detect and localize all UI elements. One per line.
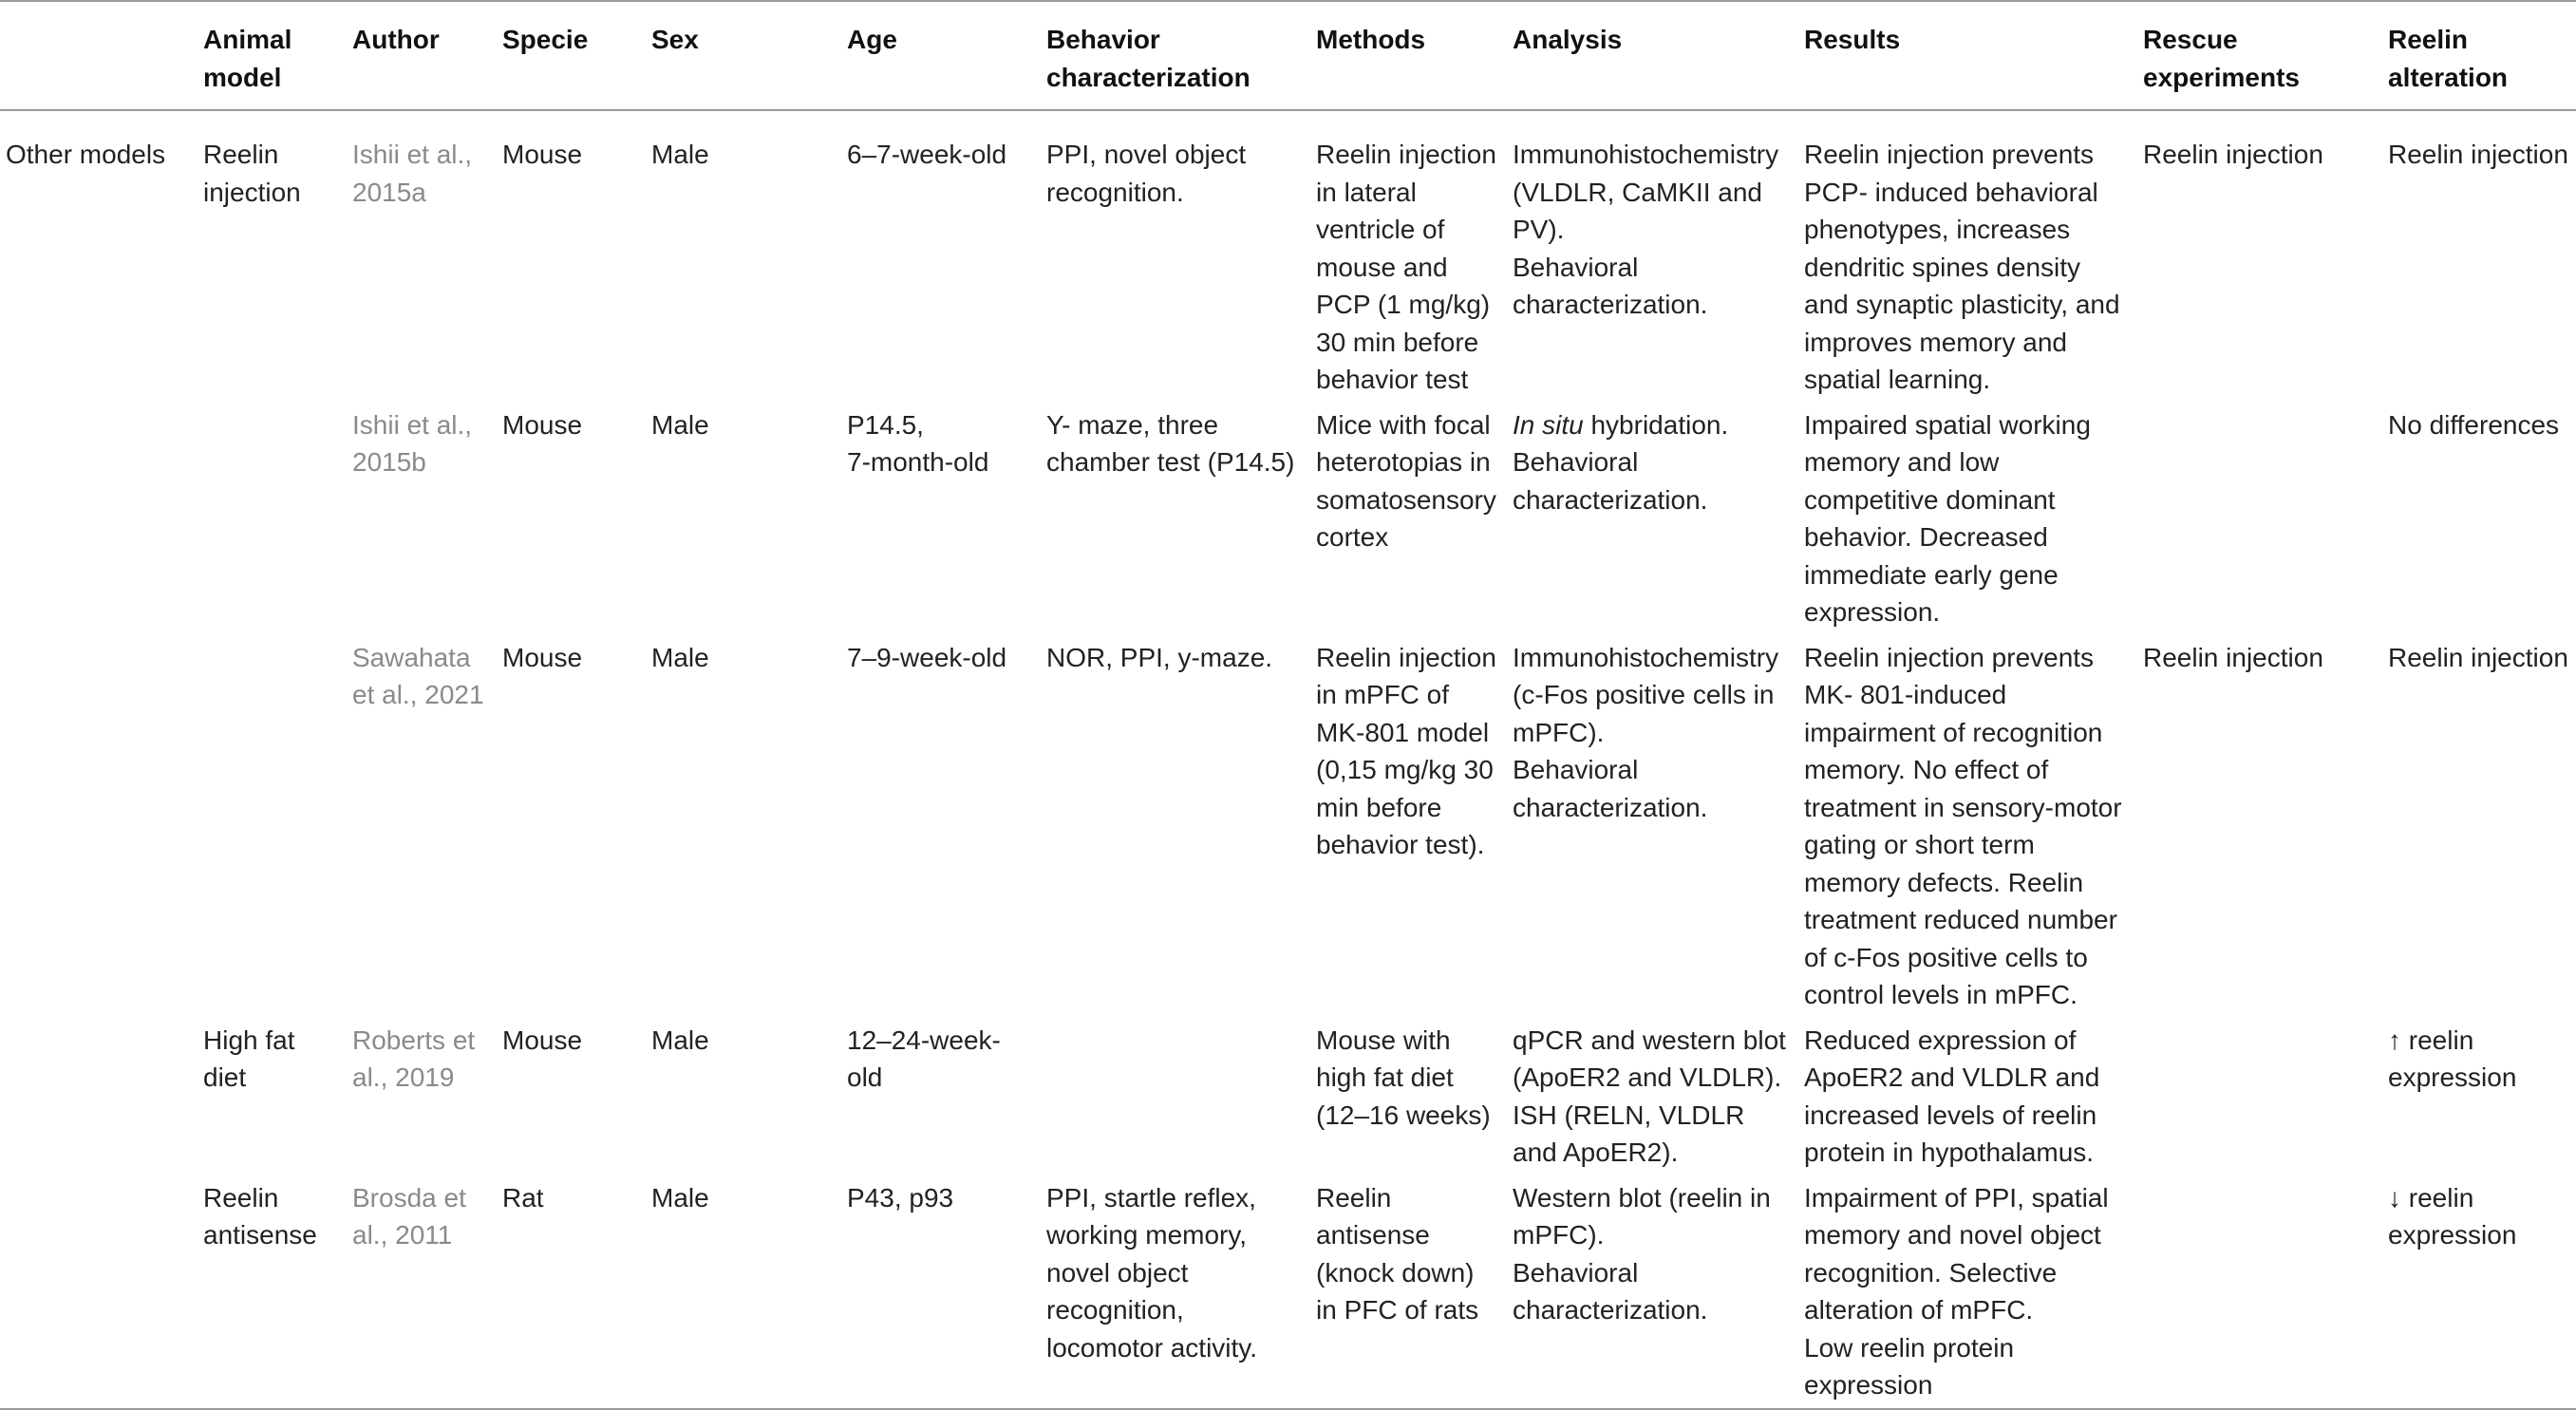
analysis-line: ISH (RELN, VLDLR and ApoER2). [1513,1100,1745,1167]
cell-analysis [1507,399,1798,631]
cell-specie: Rat [497,1172,646,1409]
cell-author: Roberts et al., 2019 [352,1025,476,1092]
age-line: P14.5, [847,409,924,440]
cell-alteration: No differences [2388,409,2560,440]
header-behavior: Behavior characterization [1041,1,1310,110]
analysis-line: Behavioral characterization. [1513,252,1708,319]
cell-age: 6–7-week-old [847,140,1007,169]
results-line: Low reelin protein expression [1804,1332,2015,1400]
analysis-line: Western blot (reelin in mPFC). [1513,1182,1771,1250]
cell-methods: Mouse with high fat diet (12–16 weeks) [1316,1025,1491,1130]
analysis-line: Behavioral characterization. [1513,1257,1708,1325]
age-line: 7-month-old [847,447,989,477]
cell-analysis [1507,1172,1798,1409]
cell-rescue: Reelin injection [2143,642,2323,672]
analysis-line: Behavioral characterization. [1513,755,1708,822]
cell-animal-model [197,631,347,1014]
cell-author: Sawahata et al., 2021 [352,642,484,709]
cell-group [0,1172,197,1409]
cell-sex: Male [651,140,709,169]
cell-results: Reduced expression of ApoER2 and VLDLR and increased levels of reelin protein in hypothalamus. [1804,1025,2100,1167]
analysis-italic-term: In situ [1513,409,1584,440]
cell-sex: Male [651,409,709,440]
results-line: Impairment of PPI, spatial memory and novel object recognition. Selective alteration of mPFC. [1804,1182,2109,1325]
cell-results [1798,1172,2137,1409]
cell-alteration: Reelin injection [2388,140,2568,169]
cell-specie: Mouse [502,1025,583,1055]
cell-age: P43, p93 [841,1172,1041,1409]
header-specie: Specie [497,1,646,110]
analysis-line: Immunohistochemistry (VLDLR, CaMKII and PV). [1513,140,1779,244]
cell-results: Reelin injection prevents MK- 801-induced impairment of recognition memory. No effect of treatment in sensory-motor gating or short term memory defects. Reelin treatment reduced number of c-Fos positive cells to control levels in mPFC. [1804,642,2122,1009]
cell-author: Ishii et al., 2015a [352,140,473,207]
cell-rescue [2137,1014,2382,1172]
cell-methods: Reelin injection in lateral ventricle of mouse and PCP (1 mg/kg) 30 min before behavior test [1316,140,1496,394]
table-row [0,1172,2576,1409]
cell-analysis [1507,110,1798,399]
table-row [0,399,2576,631]
cell-rescue [2137,399,2382,631]
cell-behavior: Y- maze, three chamber test (P14.5) [1046,409,1295,477]
header-author: Author [347,1,497,110]
cell-results: Impaired spatial working memory and low competitive dominant behavior. Decreased immediate early gene expression. [1804,409,2091,627]
cell-specie: Mouse [502,140,583,169]
cell-analysis [1507,631,1798,1014]
cell-sex: Male [651,642,709,672]
cell-group [0,399,197,631]
cell-behavior [1041,1014,1310,1172]
cell-age: 12–24-week-old [847,1025,1001,1092]
cell-alteration: ↑ reelin expression [2388,1025,2517,1092]
header-methods: Methods [1310,1,1507,110]
header-group [0,1,197,110]
header-results: Results [1798,1,2137,110]
table-row [0,1014,2576,1172]
analysis-line [1513,406,1793,444]
cell-sex: Male [646,1172,841,1409]
cell-alteration: Reelin injection [2388,642,2568,672]
group-label: Other models [6,140,166,169]
cell-analysis [1507,1014,1798,1172]
cell-results: Reelin injection prevents PCP- induced behavioral phenotypes, increases dendritic spines density and synaptic plasticity, and improves memory and spatial learning. [1804,140,2120,394]
header-animal-model: Animal model [197,1,347,110]
header-age: Age [841,1,1041,110]
cell-age [841,399,1041,631]
table-header-row [0,1,2576,110]
cell-specie: Mouse [502,409,583,440]
cell-behavior: PPI, startle reflex, working memory, novel object recognition, locomotor activity. [1041,1172,1310,1409]
table-row [0,110,2576,399]
analysis-line: Immunohistochemistry (c-Fos positive cells in mPFC). [1513,642,1779,747]
cell-behavior: NOR, PPI, y-maze. [1046,642,1273,672]
cell-rescue: Reelin injection [2143,140,2323,169]
analysis-text: hybridation. [1583,409,1729,440]
cell-age: 7–9-week-old [847,642,1007,672]
header-alteration: Reelin alteration [2382,1,2576,110]
table-row [0,631,2576,1014]
cell-methods: Mice with focal heterotopias in somatosensory cortex [1316,409,1496,552]
header-rescue: Rescue experiments [2137,1,2382,110]
cell-methods: Reelin injection in mPFC of MK-801 model (0,15 mg/kg 30 min before behavior test). [1316,642,1496,859]
cell-animal-model [197,399,347,631]
cell-methods: Reelin antisense (knock down) in PFC of rats [1310,1172,1507,1409]
cell-animal-model: High fat diet [203,1025,295,1092]
analysis-line: qPCR and western blot (ApoER2 and VLDLR). [1513,1025,1786,1092]
cell-rescue [2137,1172,2382,1409]
header-sex: Sex [646,1,841,110]
cell-group [0,1014,197,1172]
cell-author: Brosda et al., 2011 [347,1172,497,1409]
header-analysis: Analysis [1507,1,1798,110]
cell-alteration: ↓ reelin expression [2382,1172,2576,1409]
cell-animal-model: Reelin antisense [197,1172,347,1409]
cell-animal-model: Reelin injection [203,140,301,207]
cell-group [0,631,197,1014]
analysis-line: Behavioral characterization. [1513,447,1708,515]
cell-behavior: PPI, novel object recognition. [1046,140,1247,207]
cell-sex: Male [651,1025,709,1055]
cell-specie: Mouse [502,642,583,672]
cell-author: Ishii et al., 2015b [352,409,473,477]
